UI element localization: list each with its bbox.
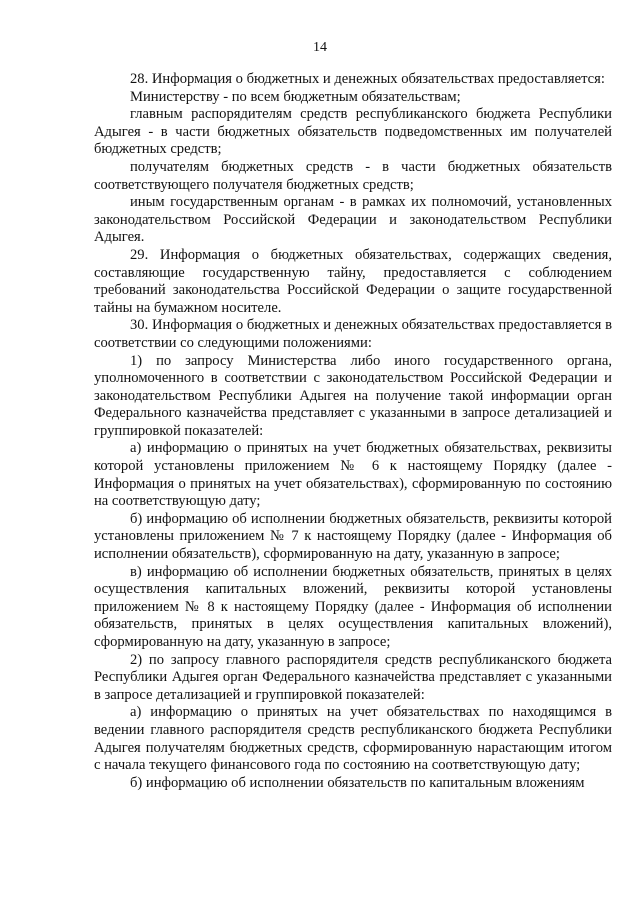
paragraph: 2) по запросу главного распорядителя средств республиканского бюджета Республики Адыгея орган Федерального казначейства представляет с указанными в запросе детализацией и группировкой показателей: [94, 651, 612, 703]
paragraph: Министерству - по всем бюджетным обязательствам; [130, 88, 461, 105]
paragraph: а) информацию о принятых на учет бюджетных обязательствах, реквизиты которой установлены приложением № 6 к настоящему Порядку (далее - Информация о принятых на учет обязательствах), сформированную по состоянию на соответствующую дату; [94, 440, 612, 510]
paragraph: б) информацию об исполнении бюджетных обязательств, реквизиты которой установлены приложением № 7 к настоящему Порядку (далее - Информация об исполнении обязательств), сформированную на дату, указанную в запросе; [94, 510, 612, 563]
paragraph: а) информацию о принятых на учет обязательствах по находящимся в ведении главного распорядителя средств республиканского бюджета Республики Адыгея получателям бюджетных средств, сформированную нарастающим итогом с начала текущего финансового года по состоянию на соответствующую дату; [94, 704, 612, 774]
paragraph: получателям бюджетных средств - в части бюджетных обязательств соответствующего получателя бюджетных средств; [94, 158, 612, 193]
paragraph: 30. Информация о бюджетных и денежных обязательствах предоставляется в соответствии со следующими положениями: [94, 317, 612, 351]
paragraph: иным государственным органам - в рамках их полномочий, установленных законодательством Российской Федерации и законодательством Республики Адыгея. [94, 194, 612, 246]
paragraph: 1) по запросу Министерства либо иного государственного органа, уполномоченного в соответствии с законодательством Российской Федерации и законодательством Республики Адыгея на получение такой информации орган Федерального казначейства представляет с указанными в запросе детализацией и группировкой показателей: [94, 352, 612, 439]
paragraph: 28. Информация о бюджетных и денежных обязательствах предоставляется: [130, 71, 605, 87]
document-body [94, 71, 612, 792]
paragraph: б) информацию об исполнении обязательств по капитальным вложениям [130, 774, 585, 791]
paragraph: 29. Информация о бюджетных обязательствах, содержащих сведения, составляющие государственную тайну, предоставляется с соблюдением требований законодательства Российской Федерации о защите государственной тайны на бумажном носителе. [94, 246, 612, 316]
page-number: 14 [313, 40, 327, 55]
paragraph: главным распорядителям средств республиканского бюджета Республики Адыгея - в части бюджетных обязательств подведомственных им получателей бюджетных средств; [94, 106, 612, 158]
paragraph: в) информацию об исполнении бюджетных обязательств, принятых в целях осуществления капитальных вложений, реквизиты которой установлены приложением № 8 к настоящему Порядку (далее - Информация об исполнении обязательств, принятых в целях осуществления капитальных вложений), сформированную на дату, указанную в запросе; [94, 563, 612, 650]
